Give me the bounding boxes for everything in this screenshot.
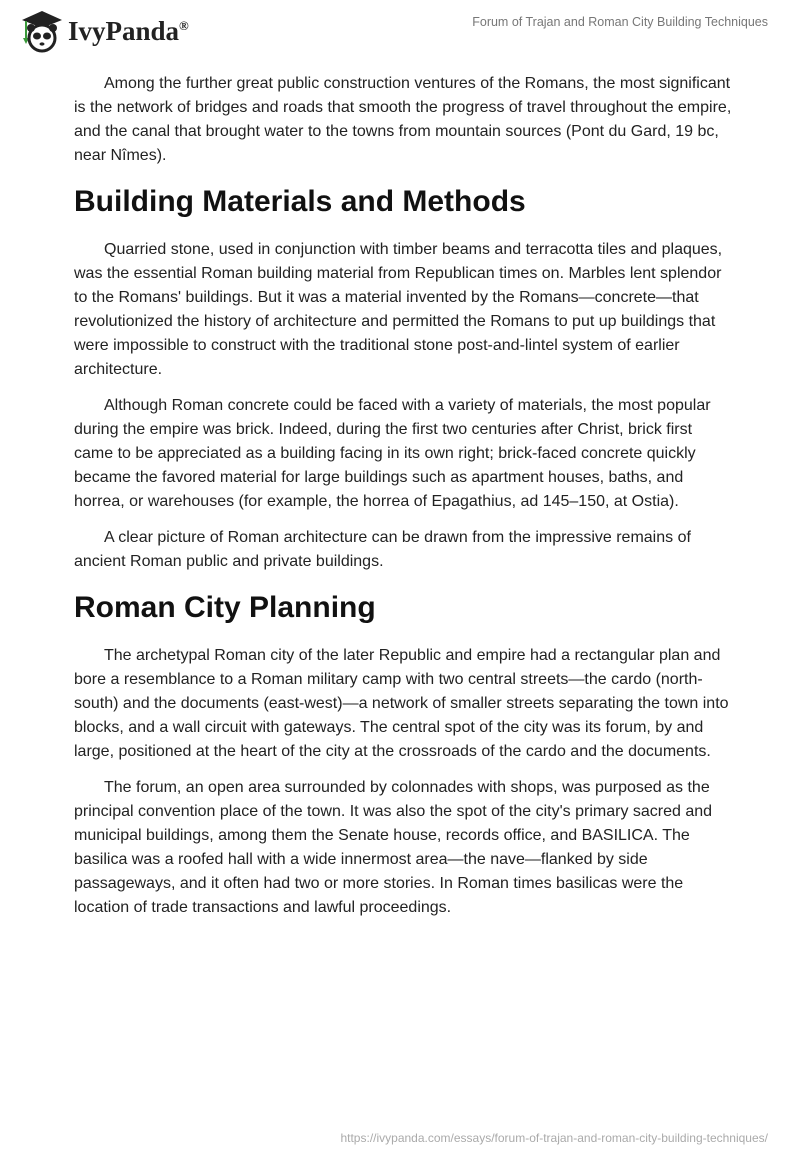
- essay-content: [74, 72, 734, 932]
- section-heading: Roman City Planning: [74, 591, 376, 624]
- page-header: [0, 0, 800, 60]
- paragraph: A clear picture of Roman architecture can be drawn from the impressive remains of ancient Roman public and private buildings.: [74, 529, 691, 570]
- paragraph: Although Roman concrete could be faced with a variety of materials, the most popular during the empire was brick. Indeed, during the first two centuries after Christ, brick first came to be appreciated as a building facing in its own right; brick-faced concrete quickly became the favored material for large buildings such as apartment houses, baths, and horrea, or warehouses (for example, the horrea of Epagathius, ad 145–150, at Ostia).: [74, 397, 711, 510]
- panda-graduate-icon: [18, 8, 64, 54]
- paragraph: The archetypal Roman city of the later Republic and empire had a rectangular plan and bore a resemblance to a Roman military camp with two central streets—the cardo (north-south) and the documents (east-west)—a network of smaller streets separating the town into blocks, and a wall circuit with gateways. The central spot of the city was its forum, by and large, positioned at the heart of the city at the crossroads of the cardo and the documents.: [74, 647, 729, 760]
- section-heading: Building Materials and Methods: [74, 185, 526, 218]
- ivypanda-logo[interactable]: [18, 8, 189, 54]
- document-title: Forum of Trajan and Roman City Building Techniques: [472, 15, 768, 29]
- logo-text: IvyPanda®: [68, 15, 189, 46]
- paragraph: Among the further great public construction ventures of the Romans, the most significant is the network of bridges and roads that smooth the progress of travel throughout the empire, and the canal that brought water to the towns from mountain sources (Pont du Gard, 19 bc, near Nîmes).: [74, 75, 732, 164]
- paragraph: Quarried stone, used in conjunction with timber beams and terracotta tiles and plaques, was the essential Roman building material from Republican times on. Marbles lent splendor to the Romans' buildings. But it was a material invented by the Romans—concrete—that revolutionized the history of architecture and permitted the Romans to put up buildings that were impossible to construct with the traditional stone post-and-lintel system of earlier architecture.: [74, 241, 723, 378]
- paragraph: The forum, an open area surrounded by colonnades with shops, was purposed as the principal convention place of the town. It was also the spot of the city's primary sacred and municipal buildings, among them the Senate house, records office, and BASILICA. The basilica was a roofed hall with a wide innermost area—the nave—flanked by side passageways, and it often had two or more stories. In Roman times basilicas were the location of trade transactions and lawful proceedings.: [74, 779, 713, 916]
- source-url[interactable]: https://ivypanda.com/essays/forum-of-trajan-and-roman-city-building-techniques/: [340, 1131, 768, 1145]
